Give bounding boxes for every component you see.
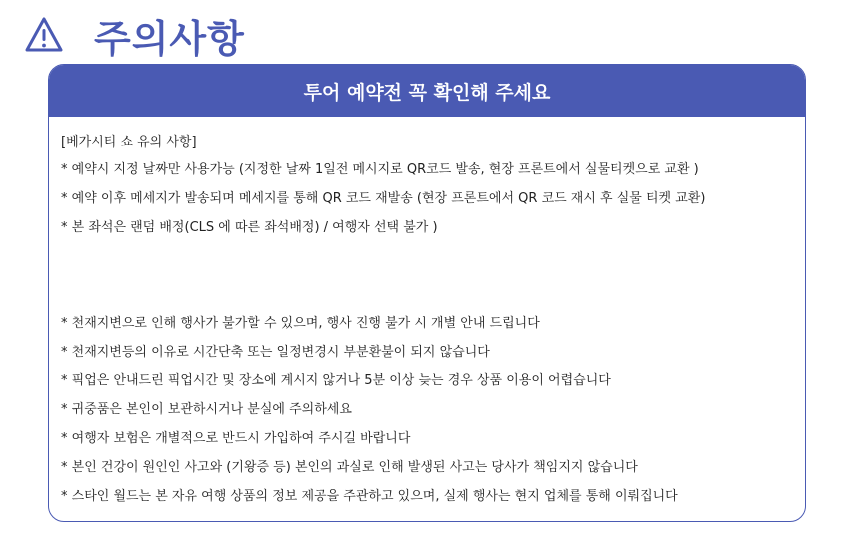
list-item: * 천재지변으로 인해 행사가 불가할 수 있으며, 행사 진행 불가 시 개별 안내 드립니다: [61, 316, 540, 331]
list-item: * 픽업은 안내드린 픽업시간 및 장소에 계시지 않거나 5분 이상 늦는 경우 상품 이용이 어렵습니다: [61, 373, 611, 388]
warning-icon: [24, 15, 64, 55]
list-item: * 예약시 지정 날짜만 사용가능 (지정한 날짜 1일전 메시지로 QR코드 발송, 현장 프론트에서 실물티켓으로 교환 ): [61, 162, 699, 177]
page-title: 주의사항: [94, 16, 245, 61]
notice-card: [48, 64, 806, 522]
notice-header: [24, 10, 245, 60]
section-heading: [베가시티 쇼 유의 사항]: [61, 135, 197, 150]
notice-banner: [49, 65, 805, 117]
list-item: * 본 좌석은 랜덤 배정(CLS 에 따른 좌석배정) / 여행자 선택 불가 ): [61, 220, 438, 235]
list-item: * 예약 이후 메세지가 발송되며 메세지를 통해 QR 코드 재발송 (현장 프론트에서 QR 코드 재시 후 실물 티켓 교환): [61, 191, 706, 206]
banner-text: 투어 예약전 꼭 확인해 주세요: [303, 81, 551, 104]
list-item: * 천재지변등의 이유로 시간단축 또는 일정변경시 부분환불이 되지 않습니다: [61, 345, 490, 360]
list-item: * 여행자 보험은 개별적으로 반드시 가입하여 주시길 바랍니다: [61, 431, 411, 446]
list-item: * 스타인 월드는 본 자유 여행 상품의 정보 제공을 주관하고 있으며, 실제 행사는 현지 업체를 통해 이뤄집니다: [61, 489, 678, 504]
list-item: * 귀중품은 본인이 보관하시거나 분실에 주의하세요: [61, 402, 352, 417]
list-item: * 본인 건강이 원인인 사고와 (기왕증 등) 본인의 과실로 인해 발생된 사고는 당사가 책임지지 않습니다: [61, 460, 638, 475]
